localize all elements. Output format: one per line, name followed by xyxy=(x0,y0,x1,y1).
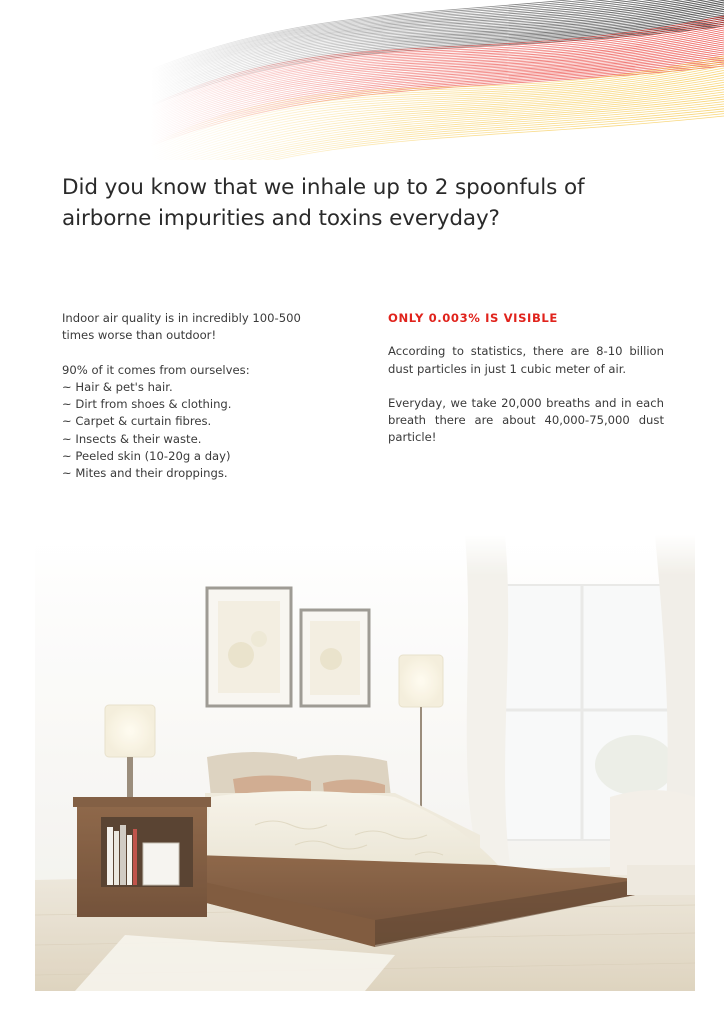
sources-heading: 90% of it comes from ourselves: xyxy=(62,362,250,377)
left-column xyxy=(62,310,352,483)
headline-line-2: airborne impurities and toxins everyday? xyxy=(62,206,500,231)
bedroom-photo xyxy=(35,535,695,991)
statistics-paragraph: According to statistics, there are 8-10 billion dust particles in just 1 cubic meter of air. xyxy=(388,344,664,376)
intro-line-2: times worse than outdoor! xyxy=(62,328,217,343)
wave-line xyxy=(150,99,724,160)
headline-line-1: Did you know that we inhale up to 2 spoonfuls of xyxy=(62,175,585,200)
headline xyxy=(62,172,702,234)
intro-line-1: Indoor air quality is in incredibly 100-500 xyxy=(62,311,301,325)
list-item: ~ Hair & pet's hair. xyxy=(62,379,173,394)
decorative-wave-ribbon xyxy=(0,0,724,160)
wave-line xyxy=(150,90,724,160)
wave-line xyxy=(150,94,724,160)
list-item: ~ Dirt from shoes & clothing. xyxy=(62,397,232,412)
list-item: ~ Peeled skin (10-20g a day) xyxy=(62,449,231,464)
sources-list xyxy=(62,379,352,483)
right-column xyxy=(388,310,664,447)
visible-heading: ONLY 0.003% IS VISIBLE xyxy=(388,311,558,325)
breaths-paragraph: Everyday, we take 20,000 breaths and in each breath there are about 40,000-75,000 dust particle! xyxy=(388,395,664,445)
list-item: ~ Mites and their droppings. xyxy=(62,466,228,481)
list-item: ~ Carpet & curtain fibres. xyxy=(62,414,212,429)
list-item: ~ Insects & their waste. xyxy=(62,431,202,446)
